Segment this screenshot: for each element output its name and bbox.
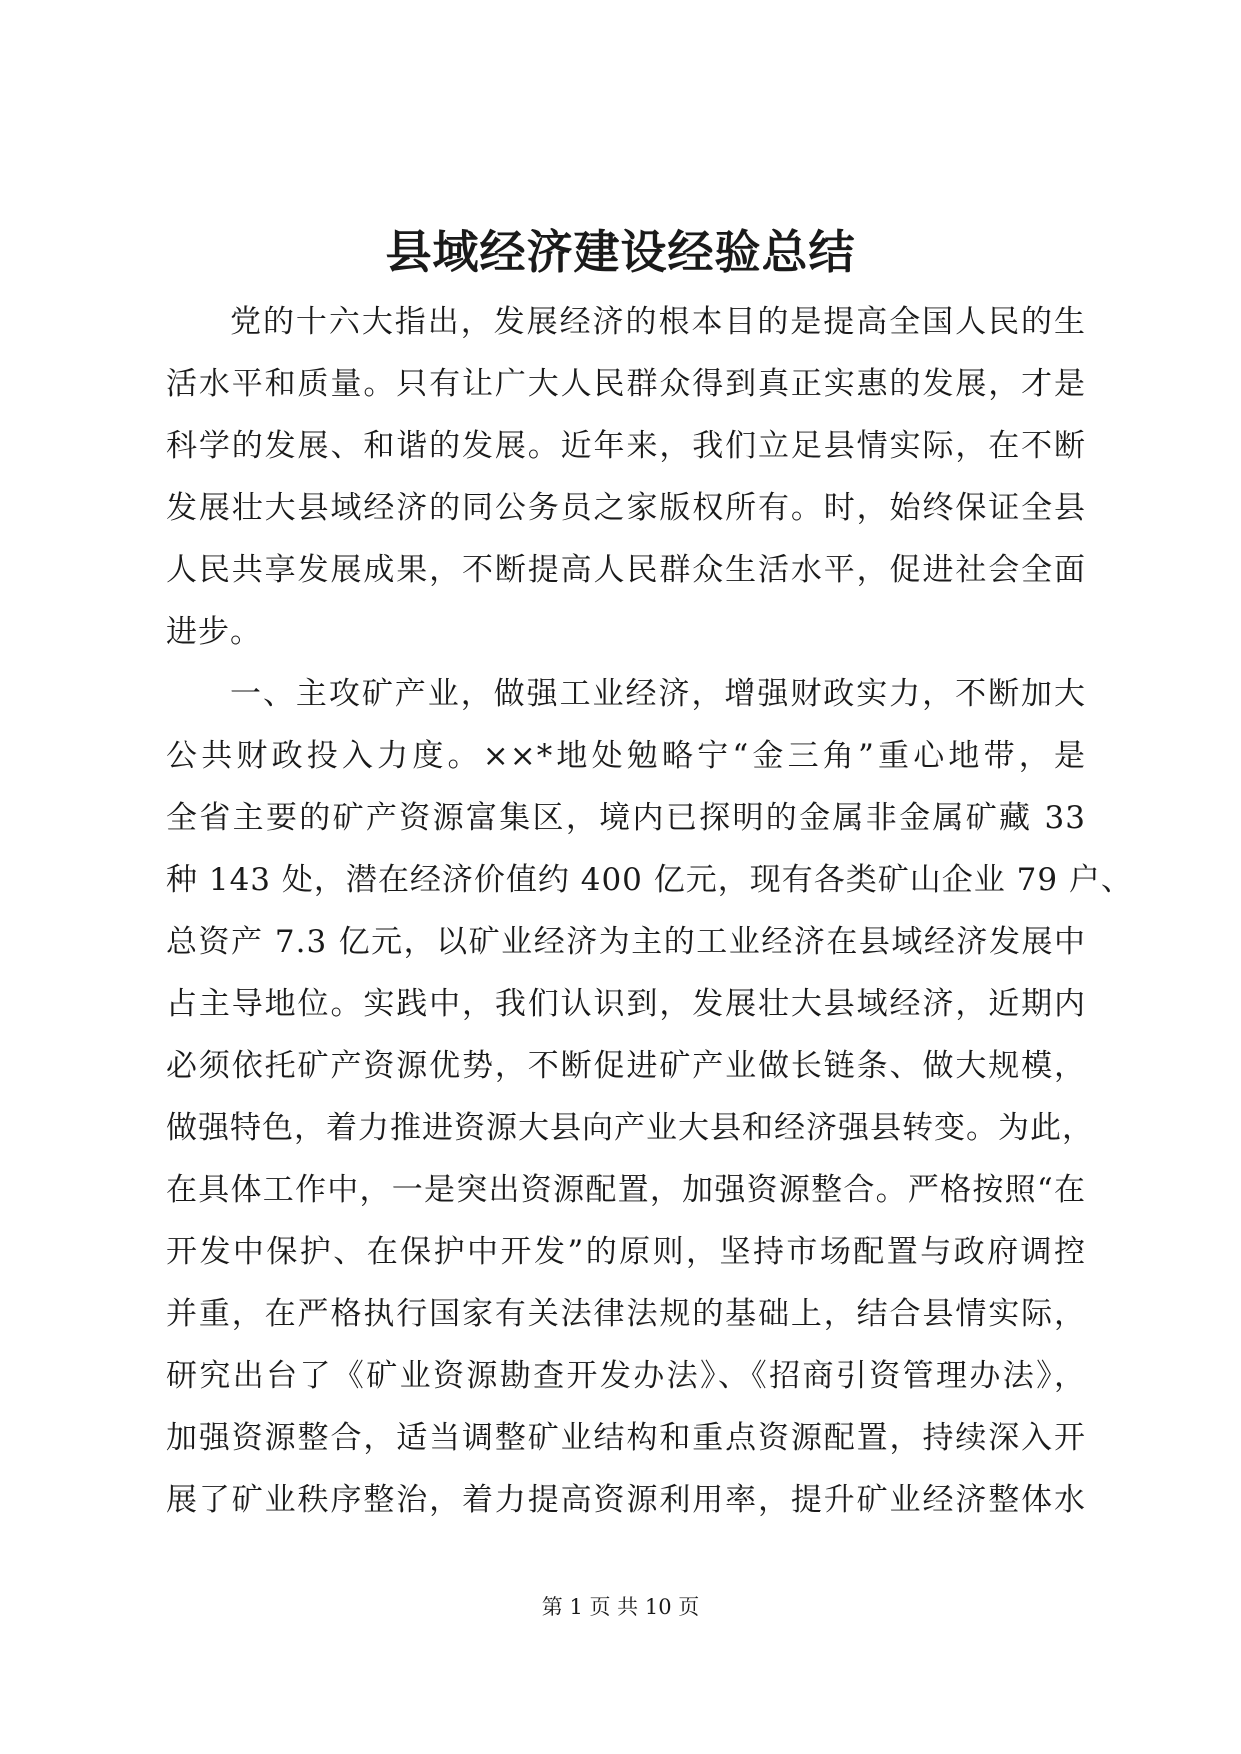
text-line: 研究出台了《矿业资源勘查开发办法》、《招商引资管理办法》， (166, 1358, 1086, 1394)
page-number-footer: 第 1 页 共 10 页 (541, 1595, 700, 1619)
text-line: 总资产 7.3 亿元，以矿业经济为主的工业经济在县域经济发展中 (166, 924, 1086, 960)
text-line: 做强特色，着力推进资源大县向产业大县和经济强县转变。为此， (166, 1110, 1094, 1146)
text-line: 人民共享发展成果，不断提高人民群众生活水平，促进社会全面 (166, 552, 1086, 588)
paragraph-intro (166, 291, 1086, 663)
document-body (166, 291, 1133, 1531)
paragraph-section-one (166, 663, 1133, 1531)
text-line: 种 143 处，潜在经济价值约 400 亿元，现有各类矿山企业 79 户、 (166, 862, 1133, 898)
text-line: 并重，在严格执行国家有关法律法规的基础上，结合县情实际， (166, 1296, 1086, 1332)
text-line: 必须依托矿产资源优势，不断促进矿产业做长链条、做大规模， (166, 1048, 1086, 1084)
text-line: 占主导地位。实践中，我们认识到，发展壮大县域经济，近期内 (166, 986, 1086, 1022)
text-line: 在具体工作中，一是突出资源配置，加强资源整合。严格按照“在 (166, 1172, 1086, 1208)
text-line: 全省主要的矿产资源富集区，境内已探明的金属非金属矿藏 33 (166, 800, 1086, 836)
text-line: 一、主攻矿产业，做强工业经济，增强财政实力，不断加大 (230, 676, 1086, 712)
text-line: 科学的发展、和谐的发展。近年来，我们立足县情实际，在不断 (166, 428, 1086, 464)
text-line: 活水平和质量。只有让广大人民群众得到真正实惠的发展，才是 (166, 366, 1086, 402)
text-line: 进步。 (166, 614, 262, 650)
text-line: 发展壮大县域经济的同公务员之家版权所有。时，始终保证全县 (166, 490, 1086, 526)
text-line: 公共财政投入力度。××*地处勉略宁“金三角”重心地带，是 (166, 738, 1086, 774)
page-title: 县域经济建设经验总结 (385, 225, 856, 279)
text-line: 开发中保护、在保护中开发”的原则，坚持市场配置与政府调控 (166, 1234, 1086, 1270)
text-line: 党的十六大指出，发展经济的根本目的是提高全国人民的生 (230, 304, 1086, 340)
text-line: 展了矿业秩序整治，着力提高资源利用率，提升矿业经济整体水 (166, 1482, 1086, 1518)
text-line: 加强资源整合，适当调整矿业结构和重点资源配置，持续深入开 (166, 1420, 1086, 1456)
